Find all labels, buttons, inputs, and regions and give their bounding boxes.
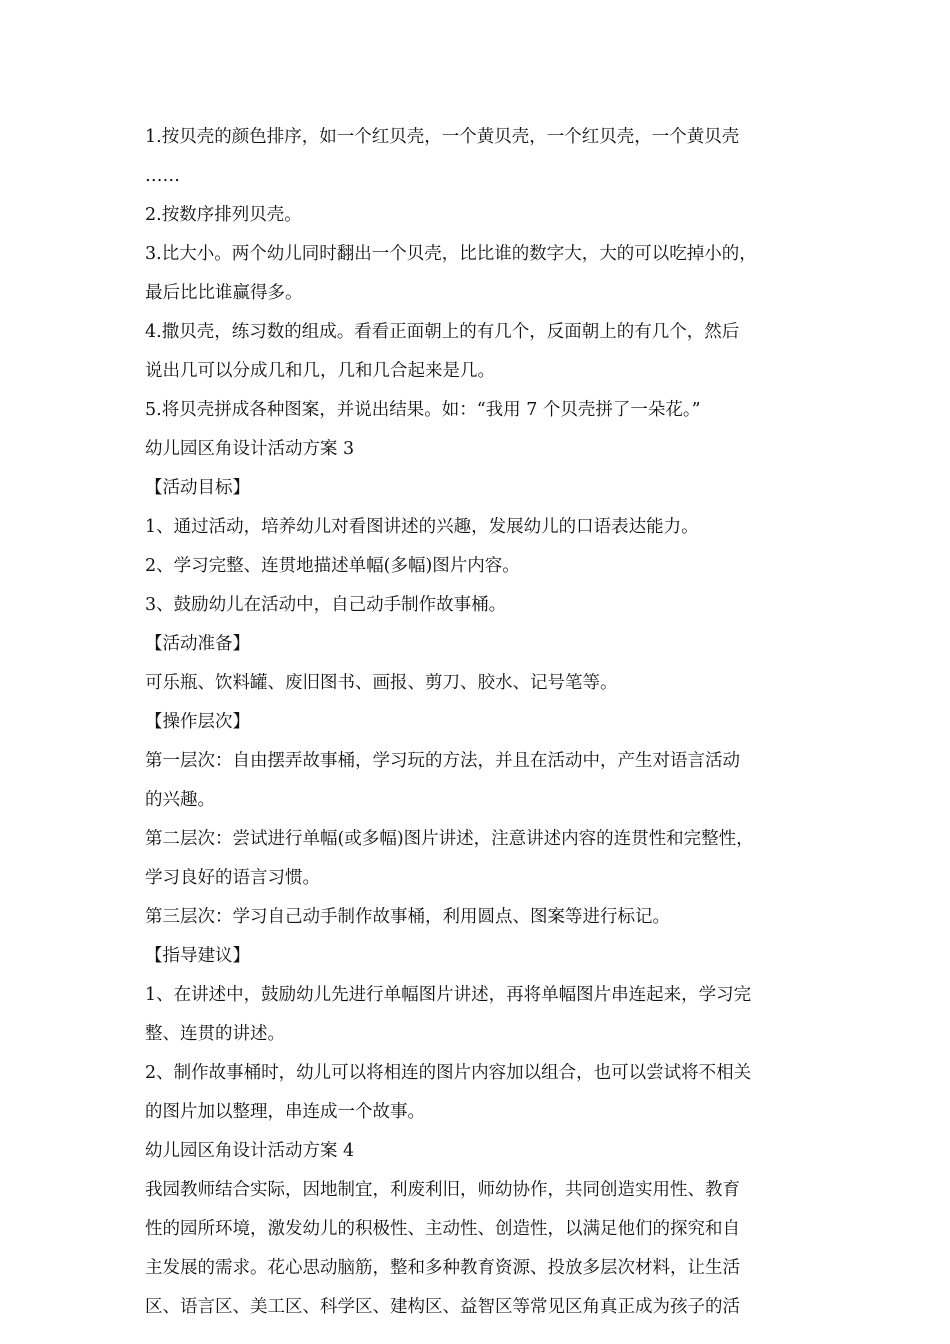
level-1: 第一层次：自由摆弄故事桶，学习玩的方法，并且在活动中，产生对语言活动 — [145, 751, 740, 771]
list-item-4-cont: 说出几可以分成几和几，几和几合起来是几。 — [145, 361, 495, 381]
preparation-text: 可乐瓶、饮料罐、废旧图书、画报、剪刀、胶水、记号笔等。 — [145, 673, 618, 693]
level-2: 第二层次：尝试进行单幅(或多幅)图片讲述，注意讲述内容的连贯性和完整性， — [145, 829, 754, 849]
goal-item-3: 3、鼓励幼儿在活动中，自己动手制作故事桶。 — [145, 595, 507, 615]
goal-item-2: 2、学习完整、连贯地描述单幅(多幅)图片内容。 — [145, 556, 520, 576]
paragraph-line-4: 区、语言区、美工区、科学区、建构区、益智区等常见区角真正成为孩子的活 — [145, 1297, 740, 1317]
list-item-1: 1.按贝壳的颜色排序，如一个红贝壳，一个黄贝壳，一个红贝壳，一个黄贝壳 — [145, 127, 740, 147]
level-2-cont: 学习良好的语言习惯。 — [145, 868, 320, 888]
section-heading-plan-4: 幼儿园区角设计活动方案 4 — [145, 1141, 355, 1161]
section-heading-plan-3: 幼儿园区角设计活动方案 3 — [145, 439, 355, 459]
subheading-goals: 【活动目标】 — [145, 478, 250, 498]
list-item-3-cont: 最后比比谁赢得多。 — [145, 283, 303, 303]
paragraph-line-2: 性的园所环境，激发幼儿的积极性、主动性、创造性，以满足他们的探究和自 — [145, 1219, 740, 1239]
list-item-2: 2.按数序排列贝壳。 — [145, 205, 302, 225]
guidance-item-1: 1、在讲述中，鼓励幼儿先进行单幅图片讲述，再将单幅图片串连起来，学习完 — [145, 985, 752, 1005]
subheading-preparation: 【活动准备】 — [145, 634, 250, 654]
paragraph-line-1: 我园教师结合实际，因地制宜，利废利旧，师幼协作，共同创造实用性、教育 — [145, 1180, 740, 1200]
list-item-5: 5.将贝壳拼成各种图案，并说出结果。如：“我用 7 个贝壳拼了一朵花。” — [145, 400, 701, 420]
guidance-item-2-cont: 的图片加以整理，串连成一个故事。 — [145, 1102, 425, 1122]
list-item-3: 3.比大小。两个幼儿同时翻出一个贝壳，比比谁的数字大，大的可以吃掉小的， — [145, 244, 757, 264]
guidance-item-1-cont: 整、连贯的讲述。 — [145, 1024, 285, 1044]
list-item-4: 4.撒贝壳，练习数的组成。看看正面朝上的有几个，反面朝上的有几个，然后 — [145, 322, 740, 342]
document-body — [145, 118, 825, 1327]
level-3: 第三层次：学习自己动手制作故事桶，利用圆点、图案等进行标记。 — [145, 907, 670, 927]
paragraph-line-3: 主发展的需求。花心思动脑筋，整和多种教育资源、投放多层次材料，让生活 — [145, 1258, 740, 1278]
list-item-1-ellipsis: …… — [145, 166, 180, 186]
guidance-item-2: 2、制作故事桶时，幼儿可以将相连的图片内容加以组合，也可以尝试将不相关 — [145, 1063, 752, 1083]
subheading-levels: 【操作层次】 — [145, 712, 250, 732]
subheading-guidance: 【指导建议】 — [145, 946, 250, 966]
goal-item-1: 1、通过活动，培养幼儿对看图讲述的兴趣，发展幼儿的口语表达能力。 — [145, 517, 699, 537]
level-1-cont: 的兴趣。 — [145, 790, 215, 810]
